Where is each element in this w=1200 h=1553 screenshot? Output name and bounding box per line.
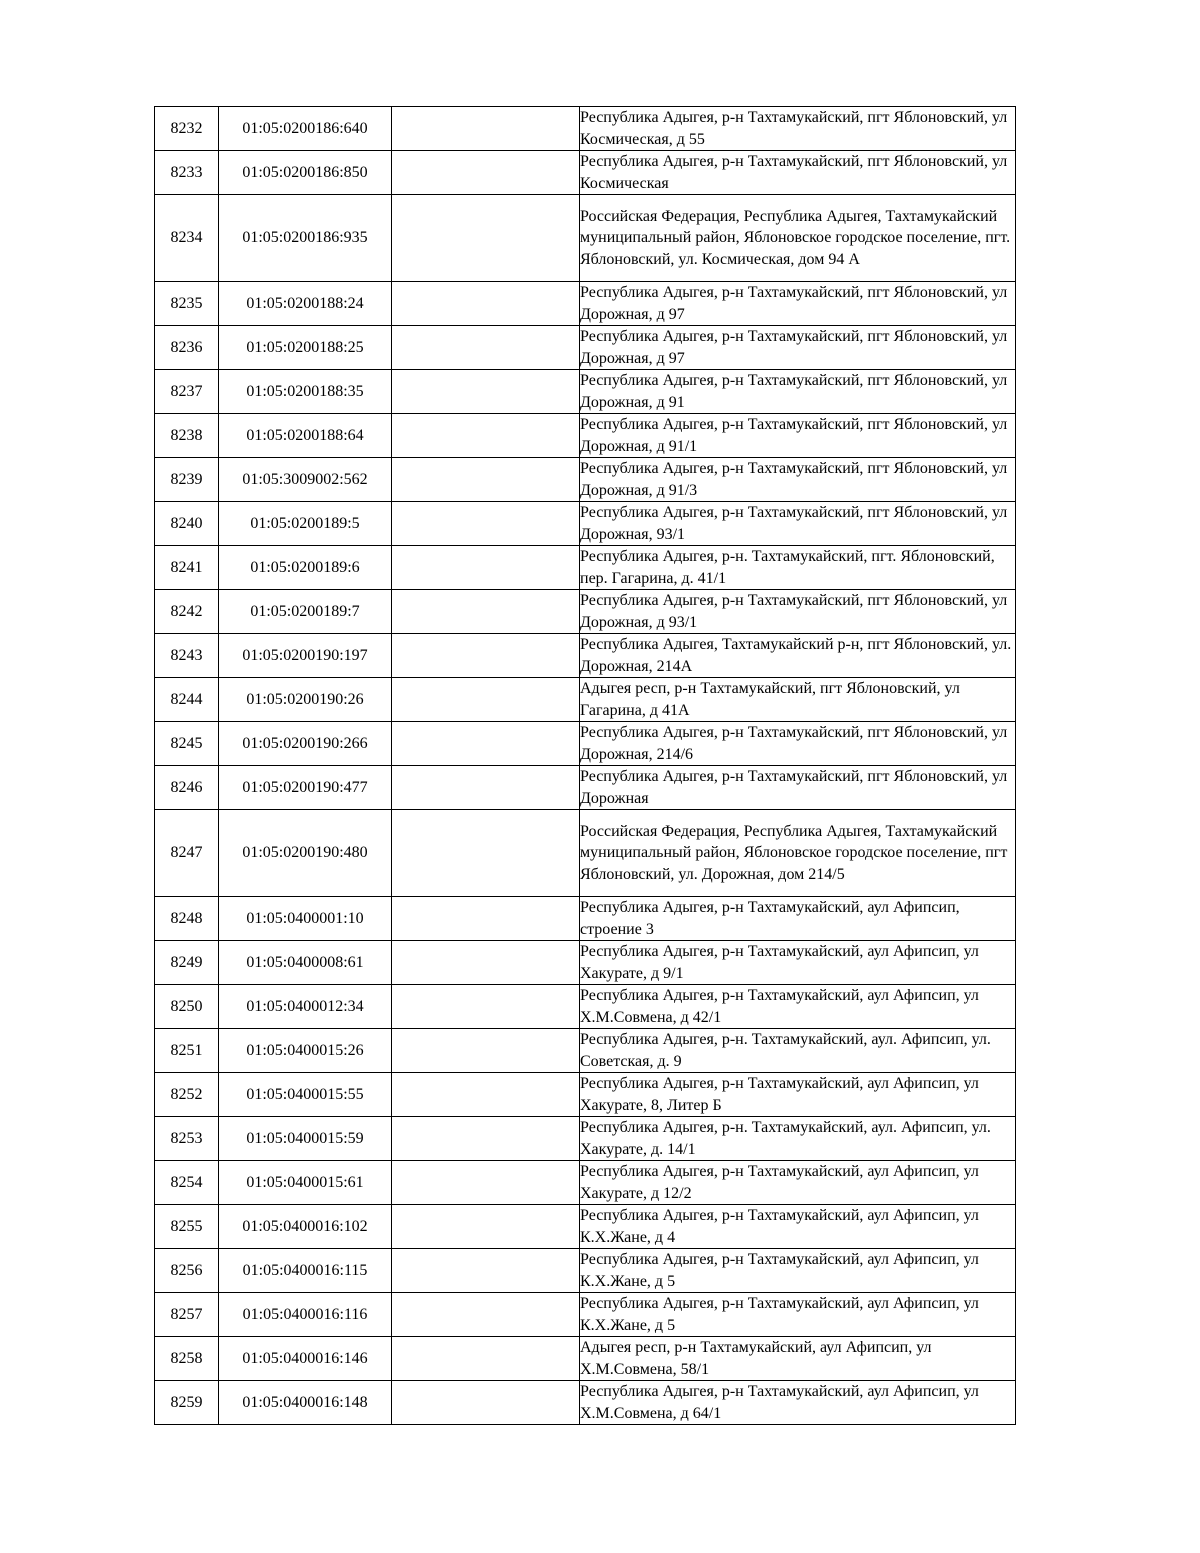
extra-cell [392, 1205, 580, 1249]
cadastral-number-cell: 01:05:0400008:61 [219, 941, 392, 985]
cadastral-number-cell: 01:05:0200190:477 [219, 766, 392, 810]
address-cell: Республика Адыгея, р-н Тахтамукайский, пгт Яблоновский, ул Дорожная, 93/1 [580, 502, 1016, 546]
cadastral-number-cell: 01:05:0200190:26 [219, 678, 392, 722]
table-row [155, 107, 1016, 151]
cadastral-number-cell: 01:05:0200186:935 [219, 195, 392, 282]
address-cell: Адыгея респ, р-н Тахтамукайский, пгт Яблоновский, ул Гагарина, д 41А [580, 678, 1016, 722]
cadastral-number-cell: 01:05:0200186:640 [219, 107, 392, 151]
row-number-cell: 8244 [155, 678, 219, 722]
cadastral-number-cell: 01:05:0400015:55 [219, 1073, 392, 1117]
table-row [155, 1161, 1016, 1205]
row-number-cell: 8237 [155, 370, 219, 414]
property-table [154, 106, 1016, 1425]
address-cell: Республика Адыгея, р-н Тахтамукайский, аул Афипсип, ул Х.М.Совмена, д 42/1 [580, 985, 1016, 1029]
address-cell: Республика Адыгея, р-н Тахтамукайский, пгт Яблоновский, ул Космическая, д 55 [580, 107, 1016, 151]
row-number-cell: 8246 [155, 766, 219, 810]
cadastral-number-cell: 01:05:0400012:34 [219, 985, 392, 1029]
address-cell: Республика Адыгея, р-н Тахтамукайский, аул Афипсип, ул Хакурате, д 12/2 [580, 1161, 1016, 1205]
row-number-cell: 8250 [155, 985, 219, 1029]
row-number-cell: 8247 [155, 810, 219, 897]
extra-cell [392, 414, 580, 458]
row-number-cell: 8239 [155, 458, 219, 502]
cadastral-number-cell: 01:05:0200186:850 [219, 151, 392, 195]
row-number-cell: 8241 [155, 546, 219, 590]
cadastral-number-cell: 01:05:0400015:26 [219, 1029, 392, 1073]
table-row [155, 634, 1016, 678]
extra-cell [392, 678, 580, 722]
table-row [155, 941, 1016, 985]
cadastral-number-cell: 01:05:0400016:116 [219, 1293, 392, 1337]
extra-cell [392, 326, 580, 370]
table-row [155, 1205, 1016, 1249]
table-row [155, 590, 1016, 634]
extra-cell [392, 941, 580, 985]
row-number-cell: 8248 [155, 897, 219, 941]
row-number-cell: 8253 [155, 1117, 219, 1161]
address-cell: Республика Адыгея, р-н Тахтамукайский, пгт Яблоновский, ул Дорожная, д 91 [580, 370, 1016, 414]
cadastral-number-cell: 01:05:0200188:24 [219, 282, 392, 326]
extra-cell [392, 634, 580, 678]
address-cell: Республика Адыгея, р-н. Тахтамукайский, пгт. Яблоновский, пер. Гагарина, д. 41/1 [580, 546, 1016, 590]
address-cell: Республика Адыгея, р-н Тахтамукайский, аул Афипсип, строение 3 [580, 897, 1016, 941]
table-row [155, 195, 1016, 282]
row-number-cell: 8251 [155, 1029, 219, 1073]
row-number-cell: 8235 [155, 282, 219, 326]
row-number-cell: 8254 [155, 1161, 219, 1205]
table-row [155, 722, 1016, 766]
cadastral-number-cell: 01:05:0400016:148 [219, 1381, 392, 1425]
address-cell: Республика Адыгея, Тахтамукайский р-н, пгт Яблоновский, ул. Дорожная, 214А [580, 634, 1016, 678]
extra-cell [392, 370, 580, 414]
row-number-cell: 8256 [155, 1249, 219, 1293]
address-cell: Республика Адыгея, р-н Тахтамукайский, пгт Яблоновский, ул Космическая [580, 151, 1016, 195]
table-row [155, 1337, 1016, 1381]
extra-cell [392, 195, 580, 282]
cadastral-number-cell: 01:05:0200190:480 [219, 810, 392, 897]
extra-cell [392, 766, 580, 810]
table-row [155, 414, 1016, 458]
extra-cell [392, 282, 580, 326]
extra-cell [392, 590, 580, 634]
extra-cell [392, 1381, 580, 1425]
address-cell: Республика Адыгея, р-н. Тахтамукайский, аул. Афипсип, ул. Хакурате, д. 14/1 [580, 1117, 1016, 1161]
table-body [155, 107, 1016, 1425]
table-row [155, 282, 1016, 326]
extra-cell [392, 1161, 580, 1205]
cadastral-number-cell: 01:05:0200188:25 [219, 326, 392, 370]
address-cell: Республика Адыгея, р-н Тахтамукайский, пгт Яблоновский, ул Дорожная, 214/6 [580, 722, 1016, 766]
cadastral-number-cell: 01:05:0200188:35 [219, 370, 392, 414]
cadastral-number-cell: 01:05:0200190:266 [219, 722, 392, 766]
address-cell: Адыгея респ, р-н Тахтамукайский, аул Афипсип, ул Х.М.Совмена, 58/1 [580, 1337, 1016, 1381]
table-row [155, 810, 1016, 897]
extra-cell [392, 1029, 580, 1073]
address-cell: Республика Адыгея, р-н Тахтамукайский, аул Афипсип, ул Х.М.Совмена, д 64/1 [580, 1381, 1016, 1425]
table-row [155, 1293, 1016, 1337]
extra-cell [392, 722, 580, 766]
address-cell: Российская Федерация, Республика Адыгея, Тахтамукайский муниципальный район, Яблоновское городское поселение, пгт. Яблоновский, ул. Космическая, дом 94 А [580, 195, 1016, 282]
address-cell: Республика Адыгея, р-н Тахтамукайский, аул Афипсип, ул Хакурате, 8, Литер Б [580, 1073, 1016, 1117]
address-cell: Республика Адыгея, р-н Тахтамукайский, пгт Яблоновский, ул Дорожная, д 91/1 [580, 414, 1016, 458]
address-cell: Республика Адыгея, р-н Тахтамукайский, пгт Яблоновский, ул Дорожная, д 93/1 [580, 590, 1016, 634]
extra-cell [392, 1249, 580, 1293]
cadastral-number-cell: 01:05:0400015:59 [219, 1117, 392, 1161]
row-number-cell: 8234 [155, 195, 219, 282]
cadastral-number-cell: 01:05:0200189:5 [219, 502, 392, 546]
cadastral-number-cell: 01:05:0200189:6 [219, 546, 392, 590]
row-number-cell: 8243 [155, 634, 219, 678]
extra-cell [392, 897, 580, 941]
address-cell: Республика Адыгея, р-н Тахтамукайский, пгт Яблоновский, ул Дорожная, д 97 [580, 326, 1016, 370]
cadastral-number-cell: 01:05:0400016:146 [219, 1337, 392, 1381]
row-number-cell: 8257 [155, 1293, 219, 1337]
row-number-cell: 8249 [155, 941, 219, 985]
table-row [155, 897, 1016, 941]
cadastral-number-cell: 01:05:0400001:10 [219, 897, 392, 941]
address-cell: Российская Федерация, Республика Адыгея, Тахтамукайский муниципальный район, Яблоновское городское поселение, пгт Яблоновский, ул. Дорожная, дом 214/5 [580, 810, 1016, 897]
extra-cell [392, 546, 580, 590]
row-number-cell: 8242 [155, 590, 219, 634]
row-number-cell: 8238 [155, 414, 219, 458]
row-number-cell: 8245 [155, 722, 219, 766]
table-row [155, 326, 1016, 370]
extra-cell [392, 1337, 580, 1381]
row-number-cell: 8259 [155, 1381, 219, 1425]
extra-cell [392, 502, 580, 546]
address-cell: Республика Адыгея, р-н. Тахтамукайский, аул. Афипсип, ул. Советская, д. 9 [580, 1029, 1016, 1073]
cadastral-number-cell: 01:05:0400015:61 [219, 1161, 392, 1205]
extra-cell [392, 107, 580, 151]
row-number-cell: 8252 [155, 1073, 219, 1117]
address-cell: Республика Адыгея, р-н Тахтамукайский, пгт Яблоновский, ул Дорожная, д 91/3 [580, 458, 1016, 502]
table-row [155, 546, 1016, 590]
address-cell: Республика Адыгея, р-н Тахтамукайский, пгт Яблоновский, ул Дорожная, д 97 [580, 282, 1016, 326]
row-number-cell: 8255 [155, 1205, 219, 1249]
table-row [155, 1029, 1016, 1073]
extra-cell [392, 985, 580, 1029]
row-number-cell: 8233 [155, 151, 219, 195]
address-cell: Республика Адыгея, р-н Тахтамукайский, аул Афипсип, ул Хакурате, д 9/1 [580, 941, 1016, 985]
table-row [155, 151, 1016, 195]
row-number-cell: 8232 [155, 107, 219, 151]
extra-cell [392, 1293, 580, 1337]
cadastral-number-cell: 01:05:0200188:64 [219, 414, 392, 458]
address-cell: Республика Адыгея, р-н Тахтамукайский, пгт Яблоновский, ул Дорожная [580, 766, 1016, 810]
row-number-cell: 8258 [155, 1337, 219, 1381]
extra-cell [392, 1073, 580, 1117]
table-row [155, 458, 1016, 502]
cadastral-number-cell: 01:05:0200190:197 [219, 634, 392, 678]
table-row [155, 1117, 1016, 1161]
address-cell: Республика Адыгея, р-н Тахтамукайский, аул Афипсип, ул К.Х.Жане, д 5 [580, 1293, 1016, 1337]
cadastral-number-cell: 01:05:3009002:562 [219, 458, 392, 502]
cadastral-number-cell: 01:05:0400016:115 [219, 1249, 392, 1293]
extra-cell [392, 810, 580, 897]
address-cell: Республика Адыгея, р-н Тахтамукайский, аул Афипсип, ул К.Х.Жане, д 5 [580, 1249, 1016, 1293]
extra-cell [392, 151, 580, 195]
table-row [155, 502, 1016, 546]
table-row [155, 985, 1016, 1029]
cadastral-number-cell: 01:05:0200189:7 [219, 590, 392, 634]
table-row [155, 1073, 1016, 1117]
table-row [155, 1381, 1016, 1425]
table-row [155, 370, 1016, 414]
table-row [155, 1249, 1016, 1293]
cadastral-number-cell: 01:05:0400016:102 [219, 1205, 392, 1249]
table-row [155, 678, 1016, 722]
extra-cell [392, 458, 580, 502]
table-row [155, 766, 1016, 810]
address-cell: Республика Адыгея, р-н Тахтамукайский, аул Афипсип, ул К.Х.Жане, д 4 [580, 1205, 1016, 1249]
extra-cell [392, 1117, 580, 1161]
row-number-cell: 8236 [155, 326, 219, 370]
row-number-cell: 8240 [155, 502, 219, 546]
